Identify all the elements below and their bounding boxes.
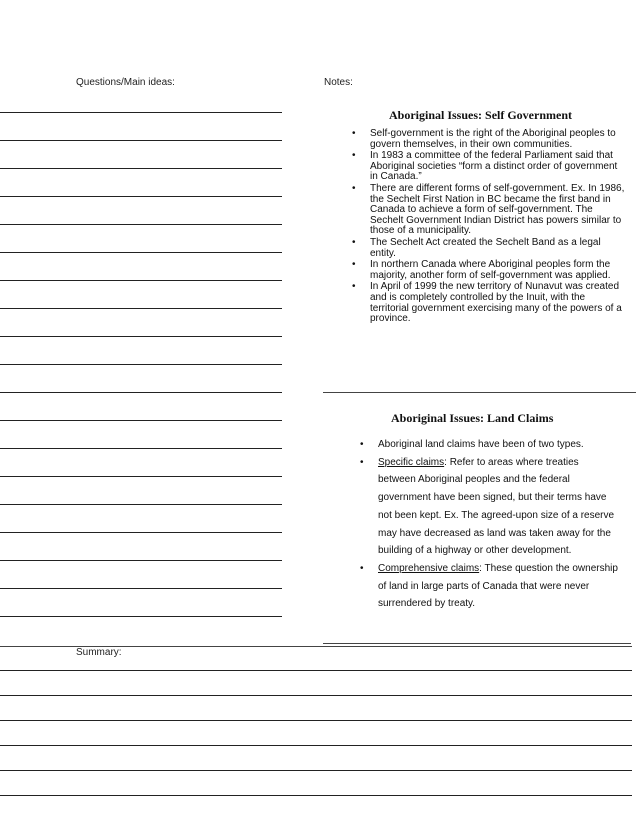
- list-item: • There are different forms of self-government. Ex. In 1986, the Sechelt First Nation in BC became the first band in Canada to achieve a form of self-government. The Sechelt Government Indian District has powers similar to those of a municipality.: [352, 184, 626, 237]
- comprehensive-claims-term: Comprehensive claims: [378, 562, 480, 574]
- self-government-title: Aboriginal Issues: Self Government: [389, 108, 572, 122]
- list-item: [360, 560, 618, 613]
- summary-line[interactable]: [0, 745, 632, 746]
- question-line[interactable]: [0, 140, 282, 141]
- summary-line[interactable]: [0, 670, 632, 671]
- question-line[interactable]: [0, 112, 282, 113]
- specific-claims-term: Specific claims: [378, 456, 445, 468]
- question-line[interactable]: [0, 196, 282, 197]
- question-line[interactable]: [0, 560, 282, 561]
- list-item: • Aboriginal land claims have been of two types.: [360, 436, 618, 454]
- list-item: • In northern Canada where Aboriginal peoples form the majority, another form of self-government was applied.: [352, 260, 626, 281]
- question-line[interactable]: [0, 616, 282, 617]
- summary-line[interactable]: [0, 720, 632, 721]
- section-divider: [323, 392, 636, 393]
- question-line[interactable]: [0, 476, 282, 477]
- question-line[interactable]: [0, 420, 282, 421]
- self-government-notes: [352, 129, 626, 326]
- list-item: • In 1983 a committee of the federal Parliament said that Aboriginal societies “form a distinct order of government in Canada.”: [352, 151, 626, 183]
- question-line[interactable]: [0, 336, 282, 337]
- question-line[interactable]: [0, 224, 282, 225]
- summary-line[interactable]: [0, 770, 632, 771]
- specific-claims-text: : Refer to areas where treaties between Aboriginal peoples and the federal government have been signed, but their terms have not been kept. Ex. The agreed-upon size of a reserve may have decreased as land was taken away for the building of a highway or other development.: [378, 456, 615, 557]
- questions-header: Questions/Main ideas:: [76, 77, 175, 88]
- summary-header: Summary:: [76, 647, 122, 658]
- land-claims-title: Aboriginal Issues: Land Claims: [391, 411, 554, 425]
- list-item: • Self-government is the right of the Aboriginal peoples to govern themselves, in their own communities.: [352, 129, 626, 150]
- list-item: • The Sechelt Act created the Sechelt Band as a legal entity.: [352, 238, 626, 259]
- list-item: • In April of 1999 the new territory of Nunavut was created and is completely controlled by the Inuit, with the territorial government exercising many of the powers of a province.: [352, 282, 626, 324]
- question-line[interactable]: [0, 504, 282, 505]
- notes-header: Notes:: [324, 77, 353, 88]
- question-line[interactable]: [0, 252, 282, 253]
- question-line[interactable]: [0, 168, 282, 169]
- question-line[interactable]: [0, 308, 282, 309]
- question-line[interactable]: [0, 448, 282, 449]
- question-line[interactable]: [0, 532, 282, 533]
- question-line[interactable]: [0, 588, 282, 589]
- question-line[interactable]: [0, 280, 282, 281]
- summary-line[interactable]: [0, 795, 632, 796]
- question-line[interactable]: [0, 364, 282, 365]
- comprehensive-claims-text: : These question the ownership of land in large parts of Canada that were never surrendered by treaty.: [378, 562, 618, 610]
- question-line[interactable]: [0, 392, 282, 393]
- land-claims-notes: [360, 436, 618, 613]
- notes-bottom-divider: [323, 643, 631, 644]
- summary-line[interactable]: [0, 695, 632, 696]
- list-item: [360, 454, 618, 560]
